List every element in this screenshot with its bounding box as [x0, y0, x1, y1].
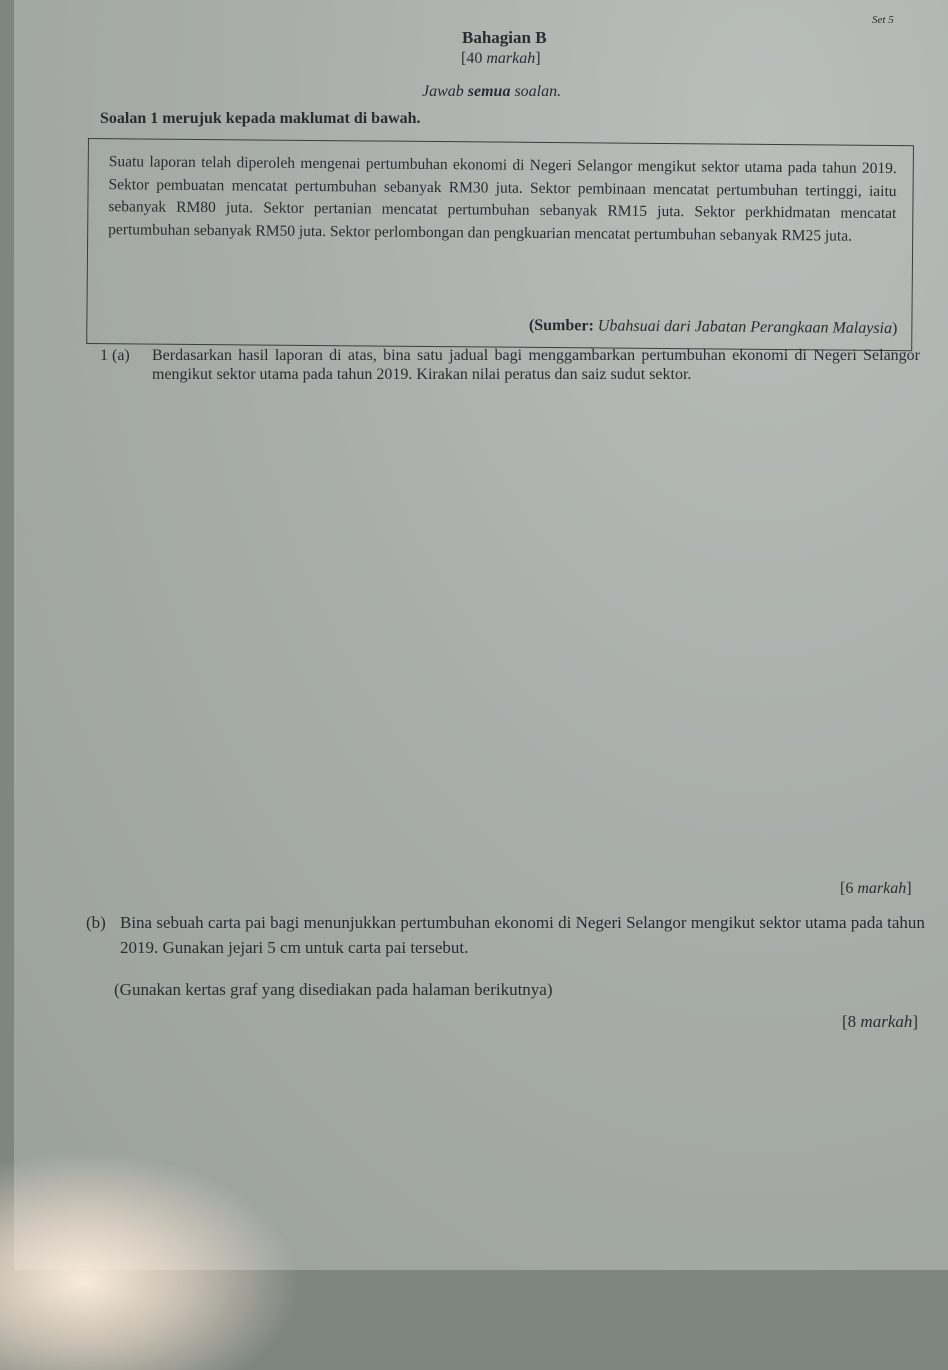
section-title: Bahagian B — [462, 28, 547, 47]
question-1b-marks: [8 markah] — [842, 1012, 919, 1031]
question-1b-text: Bina sebuah carta pai bagi menunjukkan pertumbuhan ekonomi di Negeri Selangor mengikut sektor utama pada tahun 2019. Gunakan jejari 5 cm untuk carta pai tersebut. — [120, 913, 925, 957]
exam-page — [14, 0, 948, 1270]
question-1a-marks: [6 markah] — [840, 880, 912, 897]
question-1a-number: 1 (a) — [100, 347, 130, 364]
info-box — [86, 138, 914, 351]
question-1b-note: (Gunakan kertas graf yang disediakan pada halaman berikutnya) — [114, 980, 553, 999]
instruction: Jawab semua soalan. — [422, 83, 562, 100]
info-passage: Suatu laporan telah diperoleh mengenai pertumbuhan ekonomi di Negeri Selangor mengikut sektor utama pada tahun 2019. Sektor pembuatan mencatat pertumbuhan sebanyak RM30 juta. Sektor pembinaan mencatat pertumbuhan tertinggi, iaitu sebanyak RM80 juta. Sektor pertanian mencatat pertumbuhan sebanyak RM15 juta. Sektor perkhidmatan mencatat pertumbuhan sebanyak RM50 juta. Sektor perlombongan dan pengkuarian mencatat pertumbuhan sebanyak RM25 juta. — [108, 153, 897, 245]
question-intro: Soalan 1 merujuk kepada maklumat di bawah. — [100, 110, 421, 127]
question-1b-number: (b) — [86, 913, 106, 932]
set-label: Set 5 — [872, 14, 894, 26]
source-citation: (Sumber: Ubahsuai dari Jabatan Perangkaan Malaysia) — [528, 316, 898, 338]
section-marks: [40 markah] — [461, 50, 541, 67]
light-glare — [0, 1150, 300, 1370]
question-1a-text: Berdasarkan hasil laporan di atas, bina satu jadual bagi menggambarkan pertumbuhan ekonomi di Negeri Selangor mengikut sektor utama pada tahun 2019. Kirakan nilai peratus dan saiz sudut sektor. — [152, 347, 920, 383]
